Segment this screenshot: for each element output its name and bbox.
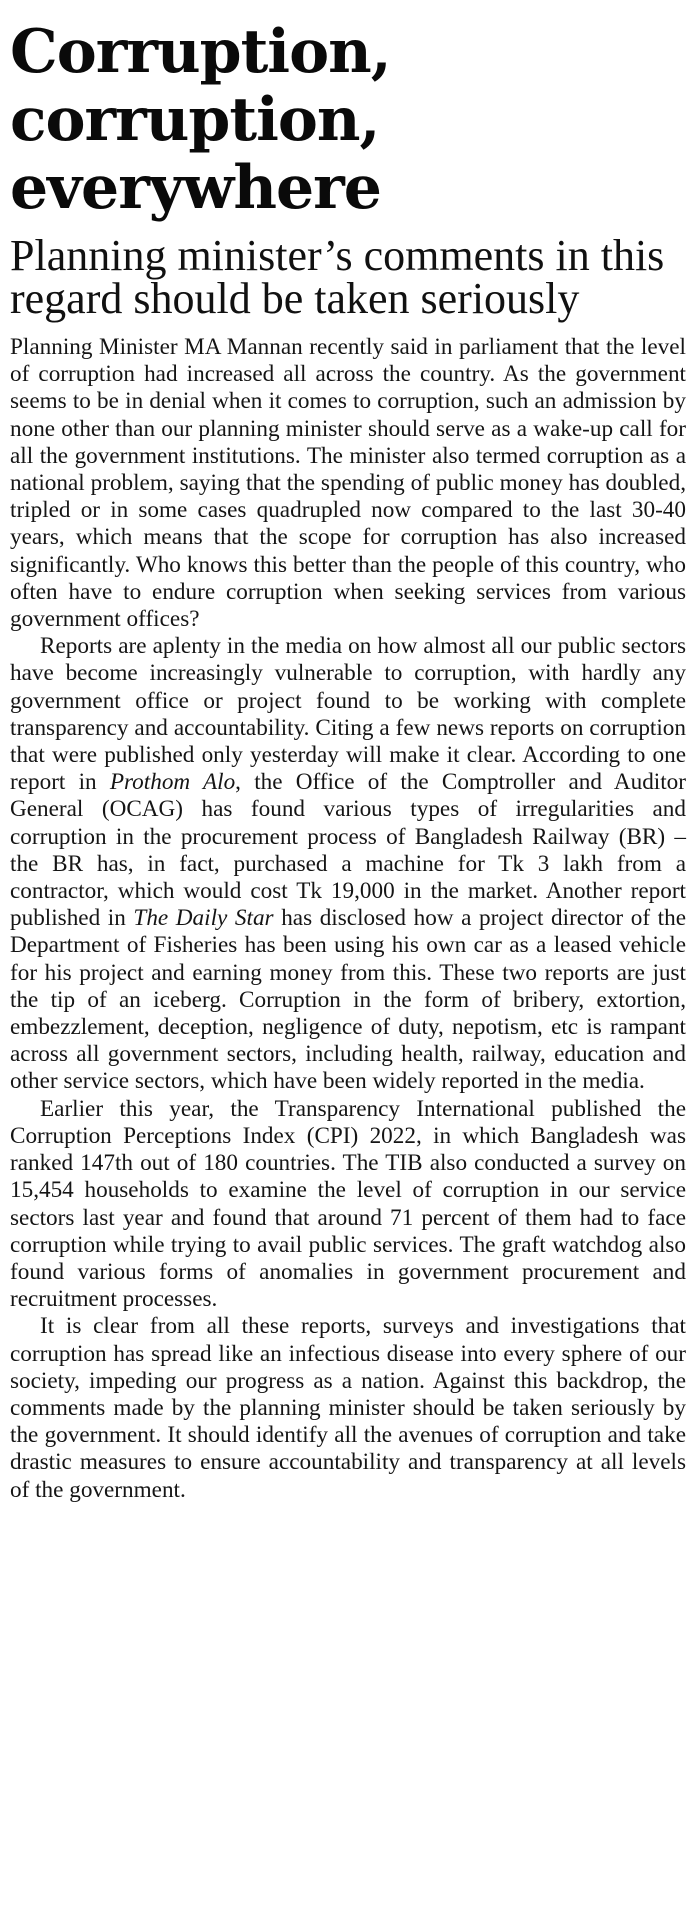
paragraph-4: It is clear from all these reports, surveys and investigations that corruption has spread like an infectious disease into every sphere of our society, impeding our progress as a nation. Against this backdrop, the comments made by the planning minister should be taken seriously by the government. It should identify all the avenues of corruption and take drastic measures to ensure accountability and transparency at all levels of the government. (10, 1313, 686, 1503)
headline-line: Corruption, (10, 17, 391, 87)
headline-line: everywhere (10, 153, 381, 223)
headline-line: corruption, (10, 85, 380, 155)
paragraph-2-text: has disclosed how a project director of the Department of Fisheries has been using his own car as a leased vehicle for his project and earning money from this. These two reports are just the tip of an iceberg. Corruption in the form of bribery, extortion, embezzlement, deception, negligence of duty, nepotism, etc is rampant across all government sectors, including health, railway, education and other service sectors, which have been widely reported in the media. (10, 905, 686, 1095)
publication-name: Prothom Alo (109, 769, 236, 796)
article-body (10, 334, 686, 1504)
publication-name: The Daily Star (133, 905, 274, 932)
paragraph-2 (10, 633, 686, 1095)
paragraph-2-text: , the Office of the Comptroller and Auditor General (OCAG) has found various types of irregularities and corruption in the procurement process of Bangladesh Railway (BR) – the BR has, in fact, purchased a machine for Tk 3 lakh from a contractor, which would cost Tk 19,000 in the market. Another report published in (10, 769, 686, 932)
paragraph-2-text: Reports are aplenty in the media on how almost all our public sectors have become increasingly vulnerable to corruption, with hardly any government office or project found to be working with complete transparency and accountability. Citing a few news reports on corruption that were published only yesterday will make it clear. According to one report in (10, 633, 686, 796)
headline (10, 18, 686, 222)
paragraph-1: Planning Minister MA Mannan recently said in parliament that the level of corruption had increased all across the country. As the government seems to be in denial when it comes to corruption, such an admission by none other than our planning minister should serve as a wake-up call for all the government institutions. The minister also termed corruption as a national problem, saying that the spending of public money has doubled, tripled or in some cases quadrupled now compared to the last 30-40 years, which means that the scope for corruption has also increased significantly. Who knows this better than the people of this country, who often have to endure corruption when seeking services from various government offices? (10, 334, 686, 633)
subheadline: Planning minister’s comments in this regard should be taken seriously (10, 231, 665, 323)
paragraph-3: Earlier this year, the Transparency International published the Corruption Perceptions Index (CPI) 2022, in which Bangladesh was ranked 147th out of 180 countries. The TIB also conducted a survey on 15,454 households to examine the level of corruption in our service sectors last year and found that around 71 percent of them had to face corruption while trying to avail public services. The graft watchdog also found various forms of anomalies in government procurement and recruitment processes. (10, 1095, 686, 1313)
